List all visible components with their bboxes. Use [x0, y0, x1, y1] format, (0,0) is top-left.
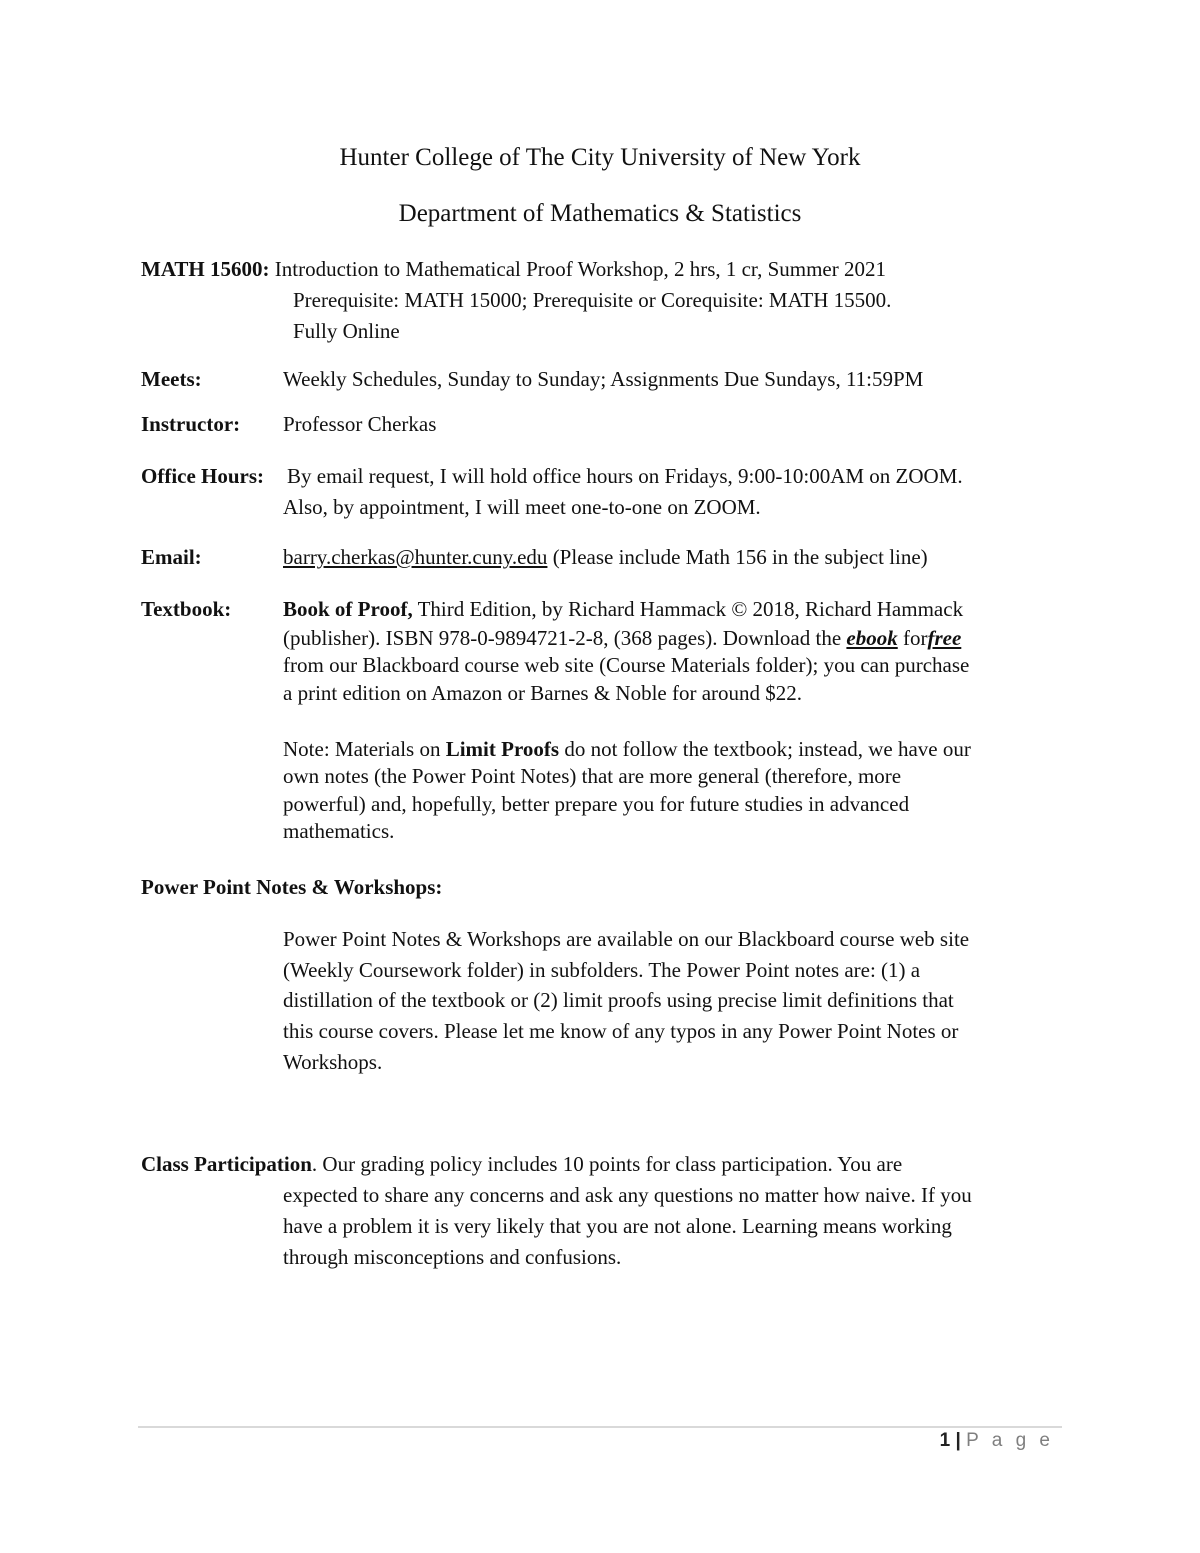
textbook-note-line4: mathematics. — [283, 819, 395, 843]
page-word: P a g e — [966, 1430, 1054, 1451]
participation-line: through misconceptions and confusions. — [283, 1245, 622, 1269]
page-number: 1 — [939, 1430, 951, 1451]
course-mode: Fully Online — [293, 319, 400, 343]
textbook-note-line2: own notes (the Power Point Notes) that are more general (therefore, more — [283, 764, 902, 788]
email-label: Email: — [141, 545, 202, 569]
limit-proofs-term: Limit Proofs — [445, 737, 560, 761]
power-point-line: this course covers. Please let me know of any typos in any Power Point Notes or — [283, 1019, 959, 1043]
free-link[interactable]: free — [927, 626, 962, 650]
course-title: Introduction to Mathematical Proof Workshop, 2 hrs, 1 cr, Summer 2021 — [274, 257, 887, 281]
for-word: for — [902, 626, 928, 650]
office-hours-line2: Also, by appointment, I will meet one-to-one on ZOOM. — [283, 495, 761, 519]
meets-label: Meets: — [141, 367, 202, 391]
note-prefix: Note: Materials on — [283, 737, 441, 761]
email-line — [283, 542, 928, 573]
course-code-label: MATH 15600: — [141, 257, 270, 281]
participation-line: expected to share any concerns and ask any questions no matter how naive. If you — [283, 1183, 972, 1207]
ebook-link[interactable]: ebook — [846, 626, 898, 650]
note-line1-rest: do not follow the textbook; instead, we have our — [564, 737, 971, 761]
college-title: Hunter College of The City University of New York — [339, 144, 861, 171]
email-note: (Please include Math 156 in the subject line) — [552, 545, 928, 569]
instructor-value: Professor Cherkas — [283, 412, 437, 436]
textbook-line2-text: (publisher). ISBN 978-0-9894721-2-8, (368 pages). Download the — [283, 626, 842, 650]
textbook-line1-rest: Third Edition, by Richard Hammack © 2018, Richard Hammack — [417, 597, 964, 621]
footer-separator: | — [955, 1430, 961, 1451]
course-line — [141, 254, 886, 285]
power-point-line: distillation of the textbook or (2) limit proofs using precise limit definitions that — [283, 988, 954, 1012]
power-point-line: Workshops. — [283, 1050, 383, 1074]
textbook-line3: from our Blackboard course web site (Course Materials folder); you can purchase — [283, 653, 970, 677]
instructor-label: Instructor: — [141, 412, 241, 436]
power-point-heading: Power Point Notes & Workshops: — [141, 875, 443, 899]
textbook-line4: a print edition on Amazon or Barnes & Noble for around $22. — [283, 681, 803, 705]
participation-label: Class Participation — [141, 1152, 312, 1176]
course-prerequisite: Prerequisite: MATH 15000; Prerequisite or Corequisite: MATH 15500. — [293, 288, 892, 312]
meets-value: Weekly Schedules, Sunday to Sunday; Assignments Due Sundays, 11:59PM — [283, 367, 924, 391]
email-link[interactable]: barry.cherkas@hunter.cuny.edu — [283, 545, 548, 569]
power-point-line: (Weekly Coursework folder) in subfolders. The Power Point notes are: (1) a — [283, 958, 921, 982]
footer-divider — [138, 1426, 1062, 1428]
textbook-note-line3: powerful) and, hopefully, better prepare you for future studies in advanced — [283, 792, 910, 816]
office-hours-label: Office Hours: — [141, 464, 265, 488]
department-title: Department of Mathematics & Statistics — [398, 200, 802, 227]
page-footer — [940, 1430, 1054, 1452]
participation-line1-rest: . Our grading policy includes 10 points for class participation. You are — [311, 1152, 903, 1176]
power-point-line: Power Point Notes & Workshops are available on our Blackboard course web site — [283, 927, 970, 951]
textbook-label: Textbook: — [141, 597, 232, 621]
book-title: Book of Proof, — [283, 597, 413, 621]
office-hours-line1: By email request, I will hold office hours on Fridays, 9:00-10:00AM on ZOOM. — [287, 464, 963, 488]
participation-line1 — [141, 1149, 902, 1180]
textbook-line1 — [283, 594, 963, 625]
participation-line: have a problem it is very likely that you are not alone. Learning means working — [283, 1214, 952, 1238]
